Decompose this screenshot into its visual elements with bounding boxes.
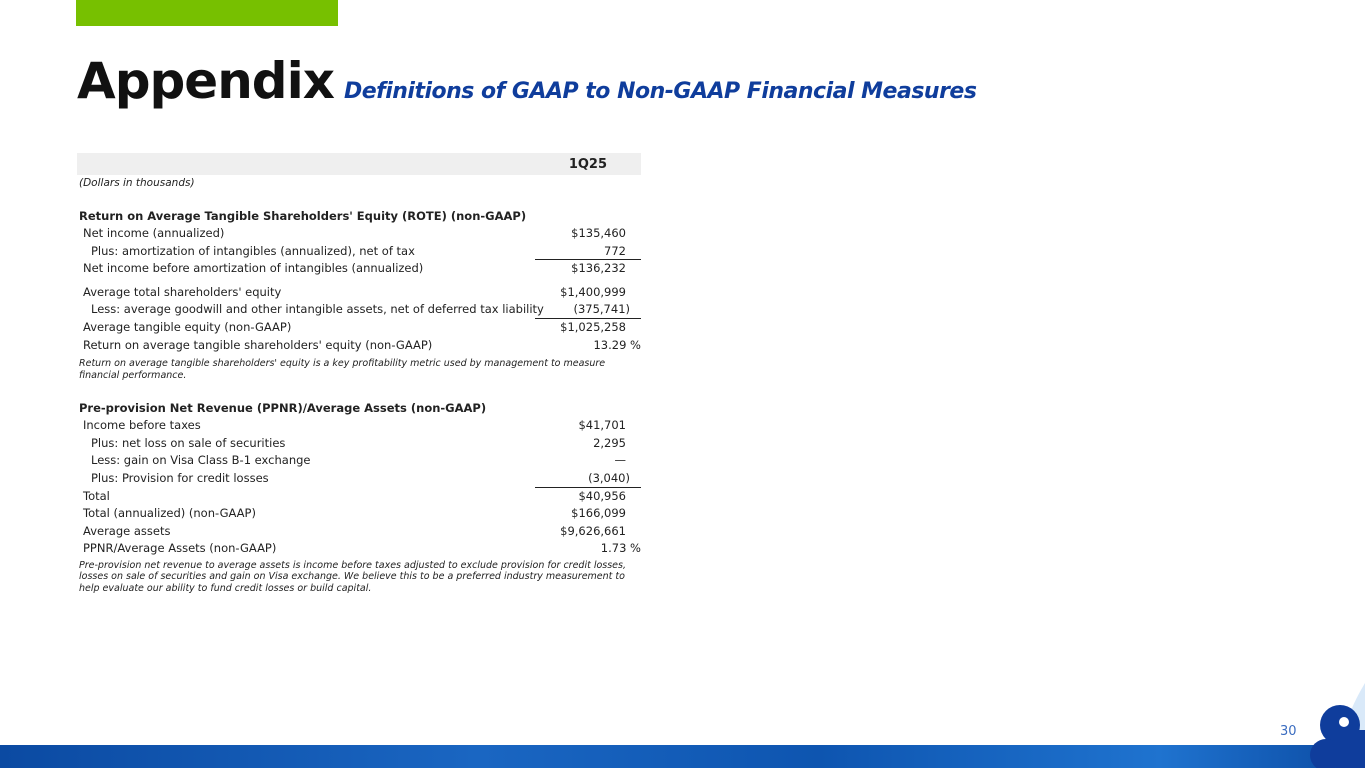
- row-label: Total (annualized) (non-GAAP): [83, 506, 256, 521]
- row-value: (375,741): [573, 302, 630, 317]
- title-row: [77, 52, 976, 110]
- table-row: [77, 243, 641, 261]
- row-label: Less: gain on Visa Class B-1 exchange: [91, 453, 311, 468]
- row-label: Net income before amortization of intangibles (annualized): [83, 261, 424, 276]
- row-label: Average total shareholders' equity: [83, 284, 282, 299]
- table-row: [77, 488, 641, 506]
- table-row: [77, 301, 641, 319]
- table-header: [77, 153, 641, 175]
- row-label: Total: [83, 488, 110, 503]
- row-value: —: [614, 453, 626, 468]
- table-row: [77, 284, 641, 302]
- row-label: Income before taxes: [83, 418, 201, 433]
- non-gaap-table: [77, 153, 641, 594]
- table-row: [77, 523, 641, 541]
- row-label: Average assets: [83, 523, 171, 538]
- page-number: 30: [1280, 724, 1297, 739]
- table-row: [77, 470, 641, 488]
- page-subtitle: Definitions of GAAP to Non-GAAP Financial Measures: [343, 79, 977, 104]
- rote-footnote: Return on average tangible shareholders' equity is a key profitability metric used by management to measure financial performance.: [79, 358, 606, 381]
- row-value: $9,626,661: [560, 523, 626, 538]
- accent-bar: [76, 0, 338, 26]
- rote-heading: Return on Average Tangible Shareholders' Equity (ROTE) (non-GAAP): [79, 209, 527, 223]
- row-label: PPNR/Average Assets (non-GAAP): [83, 541, 277, 556]
- table-row: [77, 540, 641, 558]
- row-label: Plus: amortization of intangibles (annualized), net of tax: [91, 243, 415, 258]
- table-row: [77, 225, 641, 243]
- row-label: Average tangible equity (non-GAAP): [83, 319, 292, 334]
- table-row: [77, 319, 641, 337]
- row-value: $41,701: [578, 418, 626, 433]
- table-row: [77, 417, 641, 435]
- page-title: Appendix: [77, 52, 334, 110]
- row-label: Net income (annualized): [83, 226, 225, 240]
- row-value: $40,956: [578, 488, 626, 503]
- row-value: 1.73 %: [600, 541, 641, 556]
- column-header: 1Q25: [568, 157, 607, 172]
- row-value: $136,232: [571, 261, 626, 276]
- row-value: $166,099: [571, 506, 626, 521]
- table-row: [77, 435, 641, 453]
- row-value: 2,295: [593, 435, 626, 450]
- row-label: Plus: net loss on sale of securities: [91, 435, 286, 450]
- table-row: [77, 452, 641, 470]
- units-note: (Dollars in thousands): [79, 177, 195, 189]
- row-value: (3,040): [588, 470, 630, 485]
- row-label: Return on average tangible shareholders' equity (non-GAAP): [83, 337, 433, 352]
- row-value: $1,400,999: [560, 284, 626, 299]
- row-value: $135,460: [571, 226, 626, 240]
- row-value: 772: [604, 243, 626, 258]
- ppnr-heading: Pre-provision Net Revenue (PPNR)/Average Assets (non-GAAP): [79, 401, 487, 416]
- ppnr-footnote: Pre-provision net revenue to average assets is income before taxes adjusted to exclude provision for credit losses, losses on sale of securities and gain on Visa exchange. We believe this to be a preferred industry measurement to help evaluate our ability to fund credit losses or build capital.: [79, 559, 626, 594]
- footer-band: [0, 745, 1365, 768]
- table-row: [77, 337, 641, 355]
- row-value: $1,025,258: [560, 319, 626, 334]
- row-label: Less: average goodwill and other intangible assets, net of deferred tax liability: [91, 302, 544, 317]
- table-row: [77, 260, 641, 278]
- ampersand-logo-icon: [1300, 675, 1365, 768]
- row-value: 13.29 %: [593, 337, 641, 352]
- row-label: Plus: Provision for credit losses: [91, 470, 269, 485]
- table-row: [77, 505, 641, 523]
